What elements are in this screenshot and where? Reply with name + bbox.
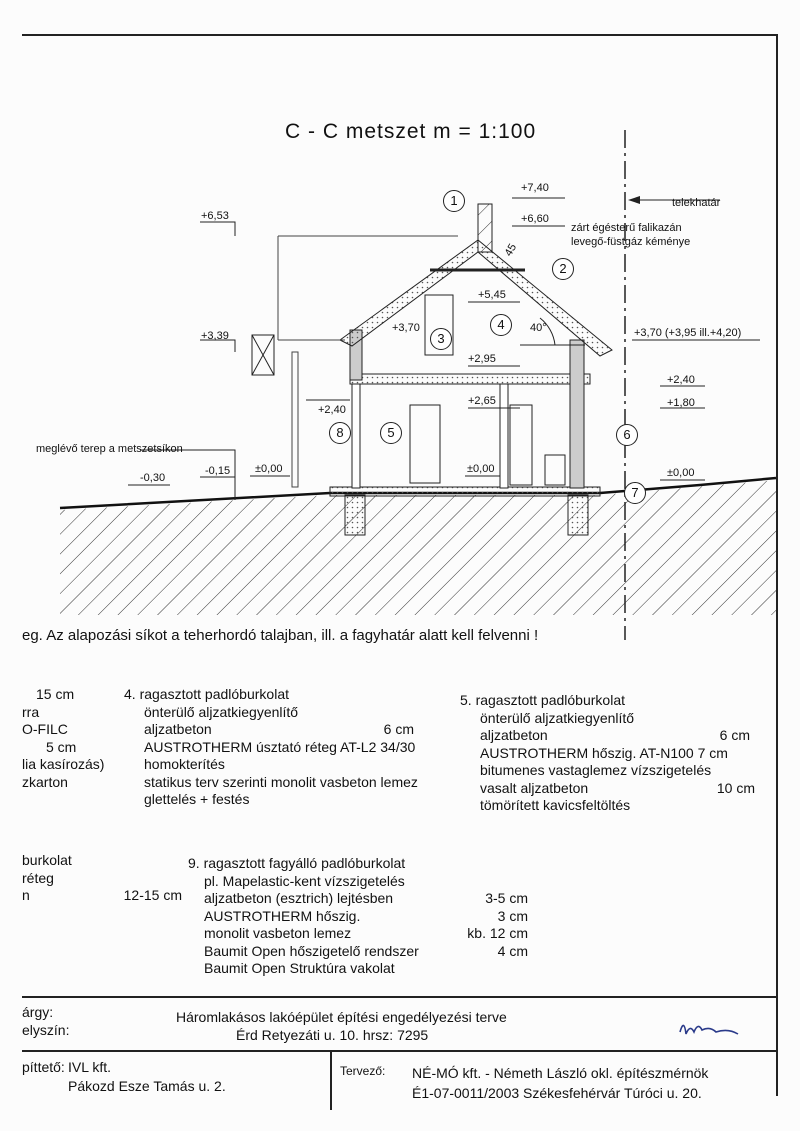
spec-left-a-line-3: O-FILC — [22, 721, 68, 737]
marker-6: 6 — [616, 424, 638, 446]
client-name: IVL kft. — [68, 1059, 112, 1075]
foundation-right — [568, 495, 588, 535]
roof — [340, 240, 612, 356]
cabinet — [545, 455, 565, 485]
terrain-label: meglévő terep a metszetsíkon — [36, 443, 183, 455]
property-line-label: telekhatár — [672, 197, 721, 209]
elevation-653: +6,53 — [201, 210, 229, 222]
spec-4-line-3: AUSTROTHERM úsztató réteg AT-L2 34/30 — [144, 738, 416, 755]
spec-left-a-line-5: lia kasírozás) — [22, 756, 105, 772]
foundation-note: eg. Az alapozási síkot a teherhordó talajban, ill. a fagyhatár alatt kell felvenni ! — [22, 627, 539, 644]
location-label: elyszín: — [22, 1022, 70, 1038]
chimney-label-1: zárt égésterű falikazán — [571, 222, 682, 234]
spec-4-line-2-value: 6 cm — [383, 721, 414, 737]
elevation-240-left: +2,40 — [318, 404, 346, 416]
elevation-339: +3,39 — [201, 330, 229, 342]
designer-label: Tervező: — [340, 1064, 386, 1078]
spec-9-heading: 9. ragasztott fagyálló padlóburkolat — [188, 855, 406, 871]
titleblock-divider-mid — [22, 1050, 776, 1052]
spec-left-b-line-2: réteg — [22, 869, 54, 886]
spec-9-line-5: Baumit Open hőszigetelő rendszer — [204, 942, 419, 959]
titleblock-divider-top — [22, 996, 776, 998]
section-title: C - C metszet m = 1:100 — [285, 120, 537, 143]
spec-left-a-line-6: zkarton — [22, 773, 68, 790]
elevation-000-right: ±0,00 — [667, 467, 695, 479]
spec-5-line-3: AUSTROTHERM hőszig. AT-N100 7 cm — [480, 744, 728, 761]
client-label: píttető: — [22, 1059, 65, 1075]
elevation-minus-015: -0,15 — [205, 465, 231, 477]
spec-9-line-6: Baumit Open Struktúra vakolat — [204, 960, 395, 976]
spec-5-line-6: tömörített kavicsfeltöltés — [480, 797, 631, 813]
titleblock-divider-vertical — [330, 1050, 332, 1110]
marker-5: 5 — [380, 422, 402, 444]
designer-name: NÉ-MÓ kft. - Németh László okl. építészmérnök — [412, 1065, 709, 1081]
foundation-left — [345, 495, 365, 535]
spec-5-line-5: vasalt aljzatbeton — [480, 779, 589, 796]
roof-angle-label: 40° — [530, 322, 547, 334]
elevation-370-eaves: +3,70 (+3,95 ill.+4,20) — [634, 327, 742, 339]
spec-5-line-2-value: 6 cm — [719, 727, 750, 743]
spec-left-b-line-3: n — [22, 887, 30, 903]
marker-8: 8 — [329, 422, 351, 444]
spec-left-a — [22, 686, 122, 791]
first-floor-slab — [350, 374, 590, 384]
spec-4-line-1: önterülő aljzatkiegyenlítő — [144, 703, 299, 720]
wall-mid — [500, 384, 508, 488]
spec-4 — [124, 686, 454, 809]
wall-left-lower — [352, 384, 360, 488]
elevation-265: +2,65 — [468, 395, 496, 407]
spec-9-line-5-value: 4 cm — [497, 942, 528, 959]
marker-4: 4 — [490, 314, 512, 336]
spec-left-a-line-2: rra — [22, 703, 40, 720]
spec-9-line-3-value: 3 cm — [497, 907, 528, 924]
subject-label: árgy: — [22, 1004, 54, 1020]
spec-9-line-3: AUSTROTHERM hőszig. — [204, 907, 361, 924]
elevation-370-attic: +3,70 — [392, 322, 420, 334]
elevation-545: +5,45 — [478, 289, 506, 301]
spec-left-b-line-1: burkolat — [22, 852, 72, 868]
spec-5 — [460, 692, 760, 815]
elevation-240-right: +2,40 — [667, 374, 695, 386]
spec-left-a-line-1: 15 cm — [36, 686, 75, 702]
elevation-minus-030: -0,30 — [140, 472, 166, 484]
spec-5-line-2: aljzatbeton — [480, 727, 548, 743]
spec-5-line-4: bitumenes vastaglemez vízszigetelés — [480, 762, 712, 778]
elevation-660: +6,60 — [521, 213, 549, 225]
chimney-height-label: 45 — [502, 241, 520, 259]
project-location: Érd Retyezáti u. 10. hrsz: 7295 — [236, 1027, 429, 1043]
spec-9-line-4: monolit vasbeton lemez — [204, 925, 352, 941]
spec-9-line-1: pl. Mapelastic-kent vízszigetelés — [204, 872, 405, 889]
spec-left-b-line-3-value: 12-15 cm — [123, 887, 182, 903]
marker-2: 2 — [552, 258, 574, 280]
spec-9-line-2: aljzatbeton (esztrich) lejtésben — [204, 890, 394, 906]
spec-9 — [188, 855, 528, 978]
spec-9-line-4-value: kb. 12 cm — [467, 925, 528, 941]
elevation-000-left: ±0,00 — [255, 463, 283, 475]
spec-left-a-line-4: 5 cm — [46, 738, 77, 755]
spec-left-b — [22, 852, 182, 905]
spec-5-heading: 5. ragasztott padlóburkolat — [460, 692, 625, 708]
chimney — [478, 204, 492, 252]
marker-3: 3 — [430, 328, 452, 350]
elevation-180: +1,80 — [667, 397, 695, 409]
spec-5-line-1: önterülő aljzatkiegyenlítő — [480, 709, 635, 726]
client-address: Pákozd Esze Tamás u. 2. — [68, 1078, 226, 1094]
spec-4-line-6: glettelés + festés — [144, 791, 250, 807]
elevation-740: +7,40 — [521, 182, 549, 194]
spec-9-line-2-value: 3-5 cm — [485, 890, 528, 906]
wall-right — [570, 340, 584, 488]
ground-slab — [330, 487, 600, 496]
spec-4-line-5: statikus terv szerinti monolit vasbeton lemez — [144, 773, 418, 790]
signature — [676, 1012, 746, 1042]
elevation-000-mid: ±0,00 — [467, 463, 495, 475]
spec-4-line-4: homokterítés — [144, 756, 225, 772]
door-ground-right — [510, 405, 532, 485]
project-title: Háromlakásos lakóépület építési engedélyezési terve — [176, 1009, 507, 1025]
door-ground — [410, 405, 440, 483]
spec-5-line-5-value: 10 cm — [716, 779, 755, 796]
marker-1: 1 — [443, 190, 465, 212]
spec-4-line-2: aljzatbeton — [144, 721, 212, 737]
elevation-295: +2,95 — [468, 353, 496, 365]
existing-column — [292, 352, 298, 487]
spec-4-heading: 4. ragasztott padlóburkolat — [124, 686, 289, 702]
designer-id-address: É1-07-0011/2003 Székesfehérvár Túróci u. 20. — [412, 1085, 702, 1101]
ground-hatch — [60, 480, 776, 615]
chimney-label-2: levegő-füstgáz kéménye — [571, 236, 691, 248]
marker-7: 7 — [624, 482, 646, 504]
